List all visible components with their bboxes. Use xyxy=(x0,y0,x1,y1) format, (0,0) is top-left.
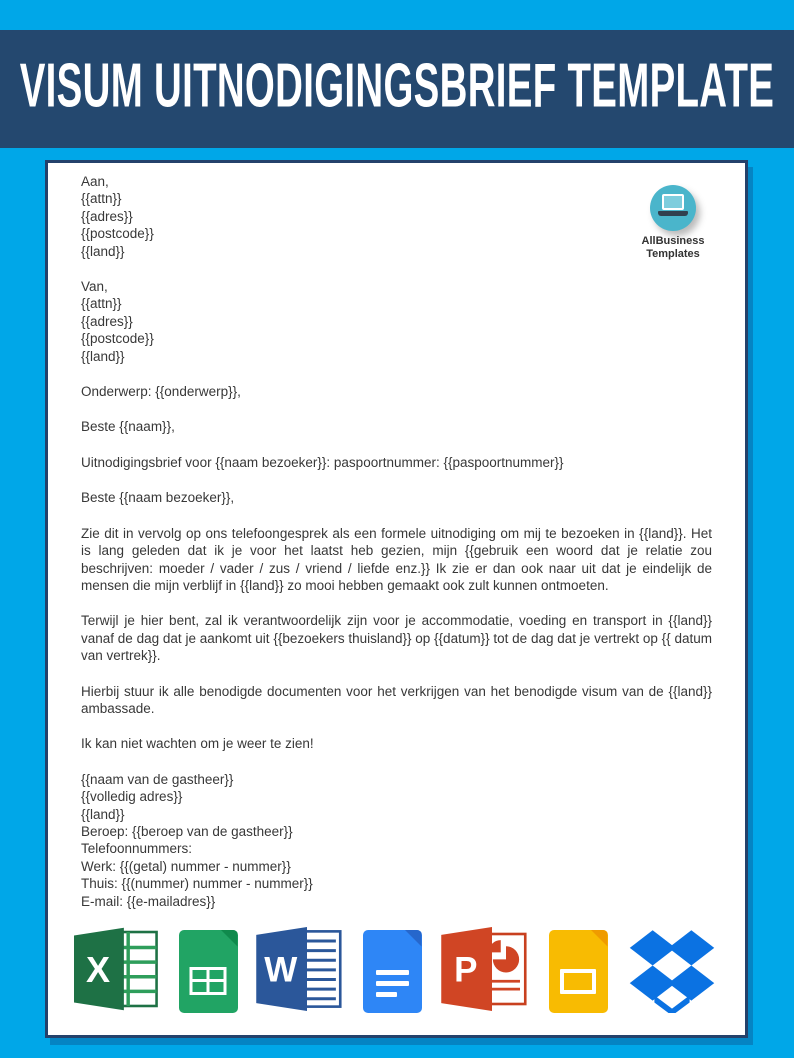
recipient-address-block: Aan, {{attn}} {{adres}} {{postcode}} {{land}} xyxy=(81,174,154,259)
paragraph-1: Zie dit in vervolg op ons telefoongesprek als een formele uitnodiging om mij te bezoeken in {{land}}. Het is lang geleden dat ik je voor het laatst heb gezien, mijn {{gebruik een woord dat je relatie zou beschrijven: moeder / vader / zus / vriend / liefde enz.}} Ik zie er dan ook naar uit dat je eindelijk de mensen die mijn verblijf in {{land}} zo mooi hebben gemaakt ook zult kunnen ontmoeten. xyxy=(81,525,712,593)
page-title: VISUM UITNODIGINGSBRIEF TEMPLATE xyxy=(19,51,775,121)
signature-block: {{naam van de gastheer}} {{volledig adres}} {{land}} Beroep: {{beroep van de gastheer}} Telefoonnummers: Werk: {{(getal) nummer - nummer}} Thuis: {{(nummer) nummer - nummer}} E-mail: {{e-mailadres}} xyxy=(81,771,313,909)
paragraph-3: Hierbij stuur ik alle benodigde documenten voor het verkrijgen van het benodigde visum van de {{land}} ambassade. xyxy=(81,683,712,716)
letter-body xyxy=(48,163,745,928)
salutation-visitor: Beste {{naam bezoeker}}, xyxy=(81,490,235,506)
dropbox-icon[interactable] xyxy=(626,925,718,1018)
file-format-icons-row xyxy=(74,925,718,1017)
subject-line: Onderwerp: {{onderwerp}}, xyxy=(81,384,241,400)
svg-text:P: P xyxy=(454,949,478,989)
sender-address-block: Van, {{attn}} {{adres}} {{postcode}} {{land}} xyxy=(81,279,154,364)
microsoft-word-icon[interactable] xyxy=(256,927,344,1016)
letter-document xyxy=(45,160,748,1038)
google-docs-icon[interactable] xyxy=(363,930,422,1013)
closing-line: Ik kan niet wachten om je weer te zien! xyxy=(81,736,314,752)
svg-text:W: W xyxy=(264,949,298,989)
google-sheets-icon[interactable] xyxy=(179,930,238,1013)
svg-text:X: X xyxy=(86,948,111,990)
salutation: Beste {{naam}}, xyxy=(81,419,175,435)
microsoft-powerpoint-icon[interactable] xyxy=(440,927,530,1016)
paragraph-2: Terwijl je hier bent, zal ik verantwoordelijk zijn voor je accommodatie, voeding en transport in {{land}} vanaf de dag dat je aankomt uit {{bezoekers thuisland}} op {{datum}} tot de dag dat je vertrekt op {{ datum van vertrek}}. xyxy=(81,613,712,664)
logo-text: AllBusiness Templates xyxy=(641,235,705,260)
microsoft-excel-icon[interactable] xyxy=(74,927,160,1016)
header-banner xyxy=(0,30,794,148)
reference-line: Uitnodigingsbrief voor {{naam bezoeker}}: paspoortnummer: {{paspoortnummer}} xyxy=(81,454,564,470)
google-slides-icon[interactable] xyxy=(549,930,608,1013)
